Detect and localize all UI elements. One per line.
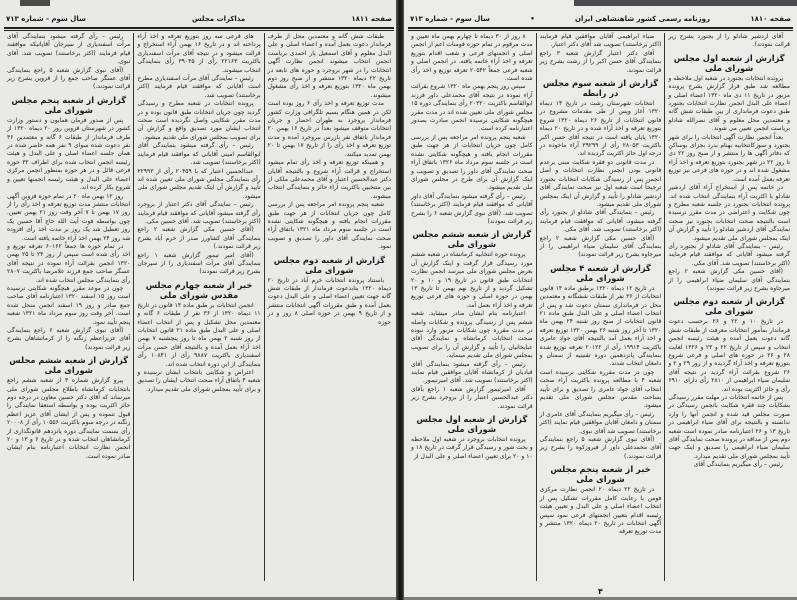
left-page-column-2 bbox=[133, 33, 263, 581]
paragraph: (آقای نبوی گزارش شعبه ۵ راجع بنمایندگی آقای محمدعلی داور از فیروزکوه را بشرح زیر قرائت نمودند.) bbox=[539, 436, 662, 460]
paragraph: پیرو گزارش شماره ۳ از شعبه ششم راجع بانتخابات کرمانشاه باطلاع مجلس شورای ملی میرساند که آقای دکتر حسین معاون در درجه دوم حائز اکثریت بوده و بواسطه استعفا نمایندگی را قبول ننموده و پس از ایشان آقای عزیز اعظم زنگنه در درجه سوم باکثریت ۱۰۵۵۶ رأی از ۲۰۰۰۸ رأی بسمت نمایندگی دوره پانزدهم قانونگذاری از کرمانشاهان انتخاب شده و در تاریخ ۶ و ۱۳ و ۲۰ انجمن نظارت انتخابات اعتبارنامه بنام ایشان صادر نموده است. bbox=[7, 377, 131, 460]
left-page bbox=[0, 0, 398, 600]
paragraph: (آقای نبوی گزارش شعبه ۶ راجع بنمایندگی آقای عزیزاعظم زنگنه را از کرمانشاهان بشرح زیر قرائت نمودند) bbox=[7, 327, 131, 351]
section-heading: گزارش از شعبه سوم مجلس در رابطه bbox=[542, 78, 659, 99]
header-rule bbox=[408, 27, 793, 31]
section-heading: گزارش از شعبه ۴ مجلس شورای ملی bbox=[550, 262, 651, 283]
paragraph: چون در مدت مقرره شکایتی نرسیده است شعبه ۴ با مطالعه پرونده باکثریت آراء صحت انتخاب آقای جواد عامری را تصدیق و برای تأیید بساحت مقدس مجلس شورای ملی تقدیم میشود. bbox=[539, 368, 662, 410]
right-page-number: صفحه ۱۸۱۰ bbox=[750, 15, 791, 23]
section-heading: گزارش از شعبه پنجم مجلس شورای ملی bbox=[11, 94, 127, 115]
section-heading: خبر از شعبه پنجم مجلس شورای ملی bbox=[550, 464, 651, 485]
paragraph: رئیس – رأی گرفته میشود بنمایندگی آقای مرآت اسفندیاری از سیرجان آقایانیکه موافقند قیام فرمایند (اکثر برخاستند) تصویب شد. آقای نبوی. bbox=[7, 33, 131, 66]
paragraph: سپس روز پنجم بهمن ماه ۱۳۲۰ شروع بقرائت آراء نموده در نتیجه آقای محمدعلی داور فرزند ابوالقاسم باکثریت ۲۰۳۲۰ رأی بنمایندگی دوره ۱۵ مجلس شورای ملی تعیین شده اند در مدت مقرر هیچگونه شکایتی نرسیده انجمن مبادرت بصدور اعتبارنامه کرده است. bbox=[410, 83, 533, 133]
right-page-column-2 bbox=[536, 33, 665, 581]
paragraph: در تمام حوزه ها جمعاً ۶۰۱۶۲ تعرفه توزیع و اخذ رأی شده است سپس از روز ۲۴ تا ۲۵ بهمن ۱۳۲۰ انجمن بقرائت آراء نموده در نتیجه آقای عسگر صاحب جمع فرزند غلامرضا باکثریت ۲۸۰۷ رأی بنمایندگی مجلس انتخاب شده اند. bbox=[7, 242, 131, 284]
section-heading: گزارش از شعبه اول مجلس شورای ملی bbox=[416, 414, 528, 435]
paragraph: رئیس – نمایندگی آقای مرآت اسفندیاری مطرح است آقایانی که موافقند قیام فرمایند (اکثر برخاستند) تصویب شد. bbox=[137, 75, 261, 99]
section-heading: خبر از شعبه چهارم مجلس مقدس شورای ملی bbox=[145, 279, 253, 300]
paragraph: رئیس – رأی گرفته میشود بنمایندگی آقای ابوالقاسم امینی آقایانی که موافقند قیام فرمایند (اکثر برخاستند) تصویب شد. bbox=[137, 142, 261, 167]
paragraph: شعبه پنجم پرونده امر مراجعه پس از بررسی کامل چون جریان انتخابات از هر جهت طبق مقررات انجام یافته و هیچگونه شکایتی نشده است در جلسه سوم مرداد ماه ۱۳۲۱ باتفاق آراء صحت نمایندگی آقای داور را تصدیق و تصویب نمود. bbox=[267, 201, 391, 251]
scan-mark bbox=[574, 0, 797, 6]
paragraph: رئیس – بنمایندگی آقای شادلو از بجنورد رأی گرفته میشود، آقایانی که موافقت قیام فرمایند (اکثر برخاستند) تصویب شد. آقای مکی. bbox=[539, 209, 662, 234]
left-page-header bbox=[6, 12, 392, 26]
paragraph: پرونده انتخابات بجنورد در شعبه اول ملاحظه و مطالعه شد طبق قرار گزارش بشرح پرونده مزبور در تاریخ ۱۱ دی ماه ۱۳۲۰ اعضاء اصلی و اعضاء علی البدل انجمن نظارت انتخابات بجنورد طبق دعوت فرمانداری از بین طبقات شش گانه و معتمدین محل معلوم و آقای نصرالله شادلو بریاست انجمن تعیین می شوند. bbox=[668, 74, 791, 133]
paragraph: بعداً انجمن نظارت آگهی انتخابات را برای شهر بجنورد و سوزکانتخابیه بهنام بدرد بجزای بوساکن که دفاتر آگهی ها را منتشر و از صبح روز ۲۲ دی تا روز ۲۲ در شهر بجنورد بتوزیع تعرفه و اخذ آراء مشغول شده اند و در حوزه های فرعی نیز توزیع تعرفه بعمل آمده است. bbox=[668, 133, 790, 183]
left-page-issue: سال سوم - شماره ۷۱۳ bbox=[6, 15, 86, 23]
paragraph: چون در موعد مقرر هیچگونه شکایتی نرسیده است روز ۱۵ اسفند ۱۳۲۰ اعتبارنامه آقای صاحب جمع صادر و روز ۱۹ اسفند انجمن منحل شده است. آخر وقت روز سوم مرداد ماه ۱۳۲۱ شعبه پنجم تأیید نمود. bbox=[7, 284, 131, 326]
paragraph: (آقای حسین مکی گزارش شعبه ۲ راجع بنمایندگی آقای سلیمان ضیاء ابراهیمی را از میرجاوه بشرح زیر قرائت نمودند) bbox=[668, 268, 790, 292]
right-page-column-1 bbox=[664, 33, 793, 581]
paragraph: و همینکه توزیع تعرفه و اخذ رأی تمام میشود استخراج و قرائت آراء شروع و بالنتیجه آقایان دکتر عبدالحسین اعتبار و آقای محمدعلی ملکی از بین منتخبین باکثریت آراء حائز و بنمایندگی انتخاب میشوند. bbox=[267, 159, 391, 200]
paragraph: در خاتمه پس از استخراج آراء آقای اردشیر شادلو با اکثریت آراء بنمایندگی انتخاب شده اند. پرونده انتخابات بجنورد در جلسه شعبه مطرح و چون شکایت و اعتراضی در مدت مقرر نرسیده است بالنتیجه صحت انتخابات بجنورد نیز صحت نمایندگی آقای اردشیر شادلو را تأیید و گزارش آن اینک بمجلس شورای ملی تقدیم میشود. bbox=[668, 184, 790, 242]
paragraph: در تاریخ ۲۲ دیماه ۲۰ انجمن نظارت مرکزی فومن با رعایت کامل مقررات تشکیل پس از انتخاب اعضاء اصلی و علی البدل و تعیین هیئت رئیسه اقدام بتعیین انجمنهای فرعی نمود سپس آگهی انتخابات در تاریخ ۲۰ دیماه ۱۳۲۰ منتشر و مدت توزیع تعرفه bbox=[539, 486, 662, 536]
paragraph: باستناد پرونده انتخابات خرم آباد در تاریخ ۲۰ دیماه ۱۳۲۰ بنابدعوت فرماندار از طبقات شش گانه جهت تعیین اعضاء اصلی و علی البدل دعوت بعمل آمده و طبق مقررات آگهی انتخابات منتشر و از تاریخ ۹ بهمن در حوزه اصلی ۸ روز و در حوزه bbox=[267, 276, 391, 326]
paragraph: شعبه پنجم پرونده امر مراجعه پس از بررسی کامل چون جریان انتخابات از هر جهت طبق مقررات انجام یافته و هیچگونه شکایتی نشده است در جلسه سوم مرداد ماه ۱۳۲۶ باتفاق آراء صحت نمایندگی آقای داور را تصدیق و تصویب و اینک گزارش آن برای طرح در مجلس شورای ملی تقدیم میشود. bbox=[410, 133, 533, 192]
paragraph: مدت توزیع تعرفه و اخذ رأی ۶ روز بوده است لکن در همین هنگام بسیم تلگرافی وزارت کشور فرماندار بروجرد به طهران احضار و جریان انتخابات متوقف میشود بعداً در تاریخ ۱۶ بهمن ۲۰ فرماندار باتفاق نفر بازرس ببروجرد آمده و مدت توزیع تعرفه و اخذ رأی را از تاریخ ۱۷ بهمن تا ۲۰ بهمن تمدید میکنند. bbox=[267, 100, 391, 158]
section-heading: گزارش از شعبه دوم مجلس شورای ملی bbox=[273, 254, 385, 275]
left-page-column-3 bbox=[4, 33, 133, 581]
paragraph: در تاریخ ۱۰ و ۲۲ و ۲۶ برحسب دعوت فرماندار بمأمور انتخابات معرفت از طبقات شش گانه دعوت بعمل آمده و هیئت رئیسه انجمن انتخاب و سپس از تاریخ ۲۲ و ۲۳ و ۱۳۲۶ لغایت ۲۸ و ۲۶ در حوزه های اصلی و فرعی شروع بتوزیع تعرفه و اخذ آراء گردیده و از روز ۲۹ و ۲ و ۲۶ شروع بقرائت آراء گردید در نتیجه آقای سلیمان ضیاء ابراهیمی از ۲۸۱۰ رأی دارای ۶۹۱۰ رأی و حائز اکثریت بوده اند. bbox=[668, 318, 790, 393]
section-heading: گزارش از شعبه ششم مجلس شورای ملی bbox=[412, 229, 532, 250]
paragraph: انجمن انتخابات بر طبق ماده ۱۴ قانون در تاریخ ۱۱ دیماه ۱۳۲۰ از ۳۶ نفر از طبقات ۶ گانه و معتمدین محل تشکیل و پس از انتخاب اعضاء اصلی و علی البدل طبق ماده ۲۱ قانون انتخابات از روز شنبه ۲ بهمن ماه تا روز پنجشنبه ۷ بهمن اخذ آراء بعمل آمده و بالنتیجه آقای حسن مرآت اسفندیاری باکثریت ۹۸۸۷ رأی از ۱۰۸۴۱ رأی بنمایندگی از این دوره انتخاب شده اند. bbox=[137, 301, 261, 368]
paragraph: اعتبارنامه بنام ایشان صادر میشاید. شعبه ششم پس از رسیدگی پرونده و شکایات واصله در مدت مقرره چون شکایات مزبور وارد نبوده صحت انتخابات کرمانشاه و نمایندگی آقای عبایخانیان را تأیید و گزارش آن را برای تصویب بمجلس شورای ملی تقدیم مینماید. bbox=[410, 310, 533, 360]
right-page-issue: سال سوم - شماره ۷۱۳ bbox=[410, 15, 490, 23]
paragraph: رئیس – بنمایندگی آقای شادلو از بجنورد رأی گرفته میشود آقایانی که موافقند قیام فرمایند (اکثر برخاستند) تصویب شد. آقای مکی. bbox=[668, 242, 790, 267]
paragraph: (آقای حسین مکی گزارش شعبه ۲ راجع بنمایندگی آقای سلیمان ضیاء ابراهیمی را از میرجاوه بشرح زیر قرائت نمودند) bbox=[539, 234, 662, 259]
paragraph: رئیس – رأی میگیریم بنمایندگی آقای عامری از سمنان و دامغان آقایان موافقین قیام نمایند (اکثر برخاستند) تصویب شد آقای نبوی. bbox=[539, 410, 662, 435]
section-heading: گزارش از شعبه دوم مجلس شورای ملی bbox=[673, 296, 785, 317]
paragraph: آقای امیرتیمور گزارش شعبه ۱ راجع بآقای دکتر عبدالحسین اعتبار را از بروجرد بشرح زیر قرائت نمودند. bbox=[410, 385, 533, 410]
paragraph: رئیس – رأی میگیریم بنمایندگی آقای bbox=[693, 461, 783, 469]
section-heading: گزارش از شعبه ششم مجلس شورای ملی bbox=[9, 355, 129, 376]
left-page-columns bbox=[4, 33, 394, 581]
paragraph: در تاریخ ۱۲ دیماه ۱۳۲۰ برطبق ماده ۱۴ قانون انتخابات از ۳۶ نفر از طبقات ششگانه و معتمدین محل در فرمانداری سمنان دعوت شد و پس از انتخاب اعضاء اصلی و علی البدل طبق ماده ۲۱ قانون انتخابات از صبح روز شنبه ۲۴ بهمن ماه ۱۳۲۰ تا آخر روز شنبه ۲۶ بهمن ۱۳۲۰ توزیع تعرفه و اخذ آراء بعمل آمد بالنتیجه آقای جواد عامری باکثریت ۱۹۹۱۴ رأی از ۲۰۱۲۲ تعرفه توزیع شده بنمایندگی پانزدهمین دوره تقنینیه از سمنان و دامغان انتخاب شدند. bbox=[539, 284, 662, 368]
paragraph: ۸ روز از ۳۰ دیماه تا چهارم بهمن ماه تعیین و مدت مرقوم در تمام حوزه فومنات اعم از انجمن اصلی و انجمنهای فرعی و شعب اقدام بتوزیع تعرفه و اخذ آراء خاتمه یافته. در انجمن اصلی و شعبه فرعی جمعاً ۲۰۵۴۲ تعرفه توزیع و اخذ رأی شده است. bbox=[410, 33, 533, 83]
paragraph: پس از صدور فرمان همایون و دستور وزارت کشور در شهرستان قزوین روز ۲۰ دیماه ۱۳۲۰ از طرف فرماندار از طبقات ۶ گانه و معتمدین ۳۶ نفر دعوت شده سوای ۹ نفر همه حاضر شده در همان جلسه اعضاء اصلی و علی البدل و هیئت رئیسه انجمن انتخاب شده برای اطراف ۳۲ حوزه فرعی قائل و در هر حوزه بمنظور انجمن مرکزی اعضاء علی البدل و هیئت رئیسه انجمنها تعیین و شروع بکار کرده اند. bbox=[7, 116, 131, 192]
right-page bbox=[404, 0, 797, 600]
paragraph: پرونده حوزه انتخابیه کرمانشاه در شعبه ششم مورد رسیدگی قرار گرفت و اینک گزارش آن بعرض مجلس شورای ملی میرسد انجمن نظارت انتخابات طبق قانون در تاریخ ۱۹ و ۱۰ و ۲۰ تشکیل گردید و از تاریخ نهم بهمن تا تاریخ ۱۳ بهمن در حوزه اصلی و حوزه های فرعی توزیع تعرفه و اخذ آراء بعمل آمد. bbox=[410, 251, 533, 309]
scan-mark bbox=[20, 0, 50, 6]
paragraph: رئیس – رأی گرفته میشود بنمایندگی آقای داور آقایانی که موافقند قیام فرمایند (اکثر برخاستند) تصویب شد. (آقای نبوی گزارش شعبه ۶ را بشرح زیر قرائت نمودند) bbox=[410, 192, 533, 225]
left-page-number: صفحه ۱۸۱۱ bbox=[351, 15, 392, 23]
right-page-title: روزنامه رسمی کشور شاهنشاهی ایران bbox=[575, 15, 711, 23]
paragraph: (آقای نبوی گزارش شعبه ۵ راجع بنمایندگی آقای عسگر صاحب جمع را از قزوین بشرح زیر قرائت نمودند.) bbox=[7, 66, 131, 91]
paragraph: اعتراض و شکایتی بانتخاب ایشان نرسیده و شعبه ۴ باتفاق آراء صحت انتخاب ایشان را تصدیق و برای تأیید بمجلس شورای ملی تقدیم میدارد. bbox=[137, 369, 261, 393]
page-footer-number: ۴ bbox=[598, 587, 603, 596]
paragraph: (آقای امیر تیمور گزارش شعبه ۱ راجع بنمایندگی آقای مرآت اسفندیاری را از سیرجان بشرح زیر قرائت نمودند) bbox=[137, 251, 261, 276]
paragraph: انتخابات شهرستان رشت در تاریخ ۱۴ دیماه ۱۳۲۰ آغاز وپس از طی مقدمات مشروع در قانون انتخابات از تاریخ ۲۶ دیماه ۱۳۲۰ شروع بتوزیع تعرفه و اخذ آراء شده و در تاریخ ۲۰ دیماه ۱۳۲۰ پایان یافته است در نتیجه آقای حسن اکبر باکثریت ۲۸۰۵۳ رأی از ۳۹۲۹۹ آراء ماخوذه در درجه اول حائز اکثریت گردیده اند. bbox=[539, 100, 662, 158]
paragraph: (آقای حسین مکی گزارش شعبه ۲ راجع بنمایندگی آقای کشاورز صدر از خرم آباد بشرح زیر قرائت نمودند.) bbox=[137, 226, 261, 251]
left-page-section-title: مذاکرات مجلس bbox=[192, 15, 246, 23]
paragraph: در مدت قانونی دو فقره شکایت مبنی برعدم قانونی بودن انجمن نظارت انتخابات و اصل انجمن پس از رسیدگی شکایات انتخابات بجنورد ترجیحاً است شعبه اول نیز صحت نمایندگی آقای اردشیر شادلو را تأیید و گزارش آن اینک بمجلس شورای ملی تقدیم میشود. bbox=[539, 158, 662, 208]
paragraph: ضیاء ابراهیمی آقایان موافقین قیام فرمایند (اکثر برخاستند) تصویب شد آقای دکتر اعتبار. bbox=[539, 33, 662, 49]
paragraph: های فرعی سه روز بتوزیع تعرفه و اخذ آراء پرداخته اند و در تاریخ ۱۶ بهمن آراء استخراج و قرائت میشود و در نتیجه آقای مرآت اسفندیاری باکثریت ۲۲۱۶۳ رأی از ۳۹۰۴۵ رأی بنمایندگی انتخاب میشوند. bbox=[137, 33, 261, 74]
paragraph: آقای دکتر اعتبار گزارش شعبه ۳ راجع بنمایندگی آقای حسن اکبر را از رشت بشرح زیر قرائت نمودند. bbox=[539, 49, 662, 74]
paragraph: پرونده انتخابات در شعبه مطرح و رسیدگی گردید چون جریان انتخابات طبق قانون بوده و در مدت مقرر شکایتی واصل نگردیده است صحت انتخاب ایشان مورد تصدیق واقع و گزارش آن برای تصویب بمجلس شورای ملی تقدیم میشود. bbox=[137, 100, 261, 141]
paragraph: روز ۱۲ بهمن ماه ۲۰ در تمام حوزه قزوین آگهی انتخابات منتشر مدت توزیع تعرفه و اخذ رأی را از روز ۱۷ بهمن تا ۷ آخر وقت روز ۲۱ بهمن تعیین. چون بواسطه فوت آیت الله حاج آقا حسین یک روز تعطیل شد یک روز بر مدت اخذ رأی افزوده شد روز ۲۴ بهمن اخذ آراء خاتمه یافته است. bbox=[7, 192, 131, 242]
paragraph: پس از خاتمه انتخابات در مهلت مقرر رسیدگی بشکایات چند فقره شکایت بانجمن رسیدگی در صورت مجلس قید شده و انجمن آنها را وارد ندانسته و بالنتیجه برای آقای ضیاء ابراهیمی در تاریخ ۱۳ و ۲۶ اعتبارنامه صادر نموده است شعبه دوم پس از مداقه در پرونده صحت نمایندگی آقای سلیمان ضیاء ابراهیمی را تصدیق و اینک جهت تأیید بمجلس شورای ملی تقدیم میدارد. bbox=[668, 394, 790, 460]
right-page-header bbox=[410, 12, 791, 26]
paragraph: پرونده انتخابات بروجرد در شعبه اول ملاحظه و بحث شور و رسیدگی قرار گرفت در تاریخ ۱۸ و ۱۰ و ۲۰ برای تعیین اعضاء اصلی و علی البدل از bbox=[410, 436, 533, 460]
right-page-columns bbox=[408, 33, 793, 581]
paragraph: رئیس – نمایندگی آقای دکتر اعتبار از بروجرد رأی گرفته میشود آقایانی که موافقند قیام فرمایند (اکثر برخاستند) تصویب شد. آقای حسین مکی. bbox=[137, 201, 261, 225]
header-dot: • bbox=[530, 15, 535, 23]
paragraph: رئیس – رأی گرفته میشود بنمایندگی آقای قبادیان از کرمانشاه آقایان موافقین قیام نمایند (اکثر برخاستند) تصویب شد. آقای امیرتیمور. bbox=[410, 360, 533, 385]
header-rule bbox=[4, 27, 394, 31]
section-heading: گزارش از شعبه اول مجلس شورای ملی bbox=[673, 52, 785, 73]
paragraph: عبدالحسین اعتبار که با ۲۰۴۵۹ رأی از ۳۲۹۹۳ رأی بنمایندگی مجلس شورای ملی تعیین شده اند تأیید و گزارش آن اینک تقدیم مجلس شورای ملی میشود. bbox=[137, 167, 261, 200]
paragraph: طبقات شش گانه و معتمدین محل از طرف فرماندار دعوت بعمل آمده و اعضاء اصلی و علی البدل معلوم و آقای اسمعیل پار احمدی بریاست انجمن انتخاب میشوند انجمن نظارت آگهی انتخابات را در شهر بروجرد و حوزه های تابعه در تاریخ ۲۲ دیماه ۱۳۲۰ منتشر و از صبح روز دوم بهمن ماه ۱۳۲۰ بتوزیع تعرفه و اخذ رأی مشغول میشوند. bbox=[267, 33, 391, 99]
paragraph: آقای اردشیر شادلو را از بجنورد بشرح زیر قرائت نمودند). bbox=[668, 33, 790, 49]
right-page-column-3 bbox=[408, 33, 536, 581]
left-page-column-1 bbox=[264, 33, 394, 581]
